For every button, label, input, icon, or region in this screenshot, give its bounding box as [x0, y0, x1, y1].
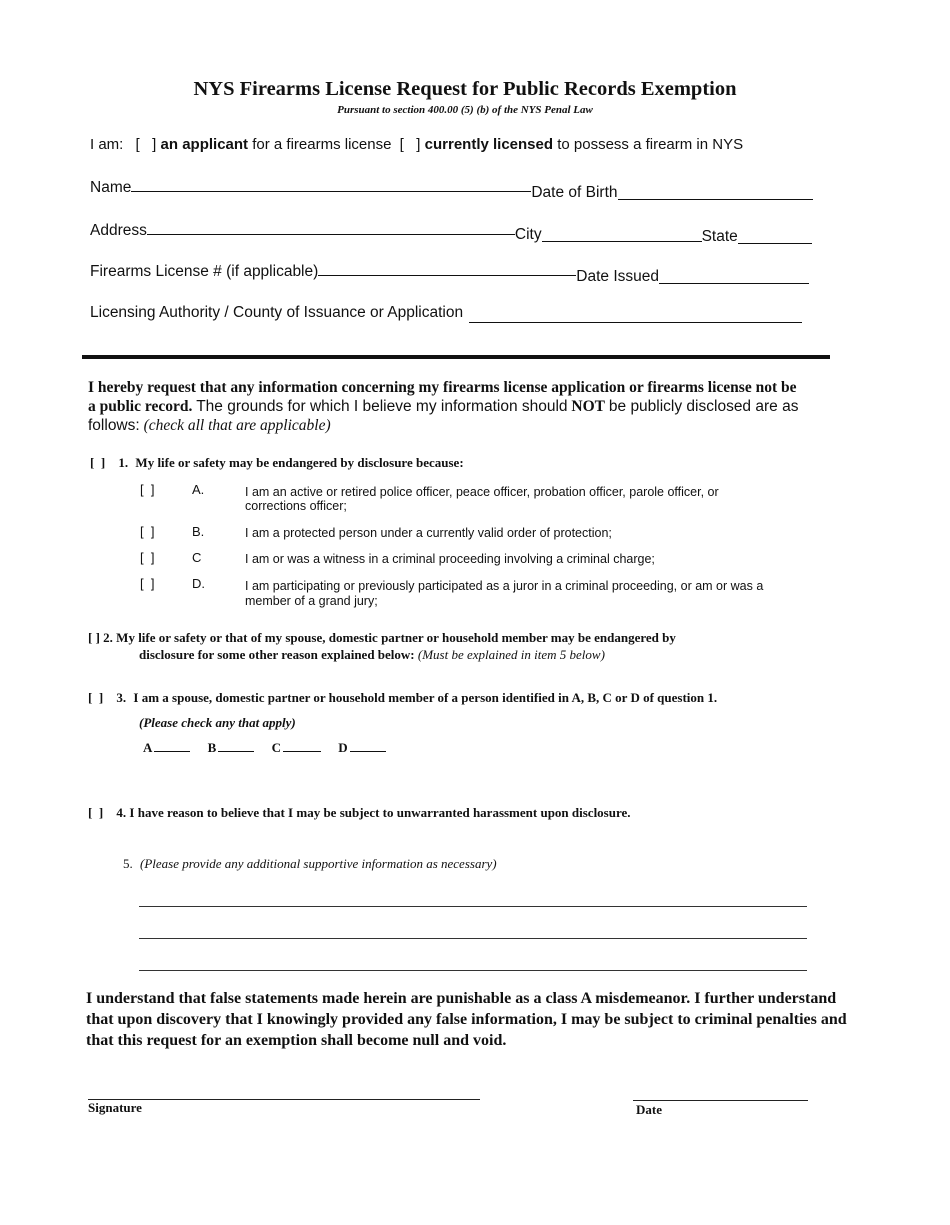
- name-label: Name: [90, 179, 132, 196]
- question-4: [88, 805, 631, 821]
- q1a-text-2: corrections officer;: [245, 499, 347, 513]
- q4-checkbox[interactable]: [ ]: [88, 805, 104, 820]
- name-field[interactable]: [131, 177, 531, 192]
- q2-text: 2. My life or safety or that of my spouse, domestic partner or household member may be endangered by: [103, 630, 676, 645]
- question-3: [88, 690, 717, 706]
- date-signed-field[interactable]: [633, 1100, 808, 1101]
- q1-item-a: [140, 482, 154, 497]
- license-number-label: Firearms License # (if applicable): [90, 263, 319, 280]
- q3-option-b-label: B: [207, 740, 217, 755]
- question-1: [90, 455, 464, 471]
- authority-row: [90, 302, 802, 322]
- request-bold: I hereby request that any information concerning my firearms license application or firearms license not be a public record.: [88, 379, 797, 415]
- q1b-checkbox[interactable]: [ ]: [140, 524, 155, 539]
- dob-label: Date of Birth: [531, 184, 618, 201]
- q3-option-a-field[interactable]: [154, 741, 190, 752]
- form-subtitle: Pursuant to section 400.00 (5) (b) of the NYS Penal Law: [337, 104, 593, 116]
- q5-line-1[interactable]: [139, 906, 807, 907]
- q3-option-a-label: A: [143, 740, 153, 755]
- address-label: Address: [90, 222, 147, 239]
- q1-text: My life or safety may be endangered by disclosure because:: [135, 455, 464, 470]
- question-2-cont: [139, 647, 605, 663]
- q3-italic: (Please check any that apply): [139, 715, 296, 730]
- q3-option-c-label: C: [271, 740, 281, 755]
- question-2: [88, 630, 676, 646]
- date-signed-label: Date: [636, 1102, 662, 1117]
- q1b-text: I am a protected person under a currently valid order of protection;: [245, 526, 612, 540]
- q3-option-b-field[interactable]: [218, 741, 254, 752]
- address-row: [90, 220, 812, 245]
- q1-label: 1.: [118, 455, 129, 470]
- request-normal-1: The grounds for which I believe my information should: [196, 398, 568, 415]
- q2-italic: (Must be explained in item 5 below): [417, 647, 605, 662]
- question-5: [123, 856, 497, 872]
- authority-field[interactable]: [469, 308, 802, 323]
- q1-checkbox[interactable]: [ ]: [90, 455, 106, 470]
- q1c-checkbox[interactable]: [ ]: [140, 550, 155, 565]
- applicant-checkbox[interactable]: [ ]: [135, 136, 157, 153]
- request-normal-2: be publicly disclosed are as follows:: [88, 398, 799, 434]
- q1a-letter: A.: [192, 482, 205, 497]
- name-dob-row: [90, 177, 813, 201]
- q3-text: I am a spouse, domestic partner or household member of a person identified in A, B, C or D of question 1.: [133, 690, 718, 705]
- authority-label: Licensing Authority / County of Issuance or Application: [90, 304, 464, 321]
- request-not: NOT: [571, 398, 606, 415]
- signature-field[interactable]: [88, 1099, 480, 1100]
- q3-label: 3.: [116, 690, 127, 705]
- form-title: NYS Firearms License Request for Public Records Exemption: [193, 78, 737, 100]
- q1d-checkbox[interactable]: [ ]: [140, 576, 155, 591]
- request-paragraph: [88, 378, 808, 435]
- q3-checkbox[interactable]: [ ]: [88, 690, 104, 705]
- date-issued-field[interactable]: [659, 269, 809, 284]
- city-field[interactable]: [542, 227, 702, 242]
- q1d-text: I am participating or previously participated as a juror in a criminal proceeding, or am or was a: [245, 579, 764, 593]
- license-number-field[interactable]: [318, 261, 576, 276]
- q5-line-3[interactable]: [139, 970, 807, 971]
- q3-options: [143, 740, 386, 756]
- section-divider: [82, 355, 830, 359]
- q1-item-d: [140, 576, 154, 591]
- address-field[interactable]: [147, 220, 515, 235]
- date-issued-label: Date Issued: [576, 268, 660, 285]
- q5-line-2[interactable]: [139, 938, 807, 939]
- q1d-letter: D.: [192, 576, 205, 591]
- request-italic: (check all that are applicable): [143, 417, 331, 434]
- q5-italic: (Please provide any additional supportive information as necessary): [140, 856, 497, 871]
- q1d-text-2: member of a grand jury;: [245, 594, 378, 608]
- city-label: City: [514, 226, 542, 243]
- status-row: [90, 136, 743, 153]
- q1a-checkbox[interactable]: [ ]: [140, 482, 155, 497]
- q2-text-2: disclosure for some other reason explained below:: [139, 647, 415, 662]
- licensed-label-rest: to possess a firearm in NYS: [557, 136, 744, 153]
- licensed-checkbox[interactable]: [ ]: [399, 136, 421, 153]
- q1c-letter: C: [192, 550, 202, 565]
- q3-option-c-field[interactable]: [283, 741, 321, 752]
- q1-item-b: [140, 524, 154, 539]
- q1b-letter: B.: [192, 524, 205, 539]
- warning-statement: I understand that false statements made herein are punishable as a class A misdemeanor. I further understand that upon discovery that I knowingly provided any false information, I may be subject to criminal penalties and that this request for an exemption shall become null and void.: [86, 990, 847, 1049]
- applicant-label-bold: an applicant: [160, 136, 249, 153]
- status-prefix: I am:: [90, 136, 124, 153]
- q3-option-d-field[interactable]: [350, 741, 386, 752]
- state-label: State: [701, 228, 738, 245]
- state-field[interactable]: [738, 229, 812, 244]
- q1c-text: I am or was a witness in a criminal proceeding involving a criminal charge;: [245, 552, 655, 566]
- q1a-text: I am an active or retired police officer, peace officer, probation officer, parole officer, or: [245, 485, 719, 499]
- signature-label: Signature: [88, 1100, 142, 1115]
- licensed-label-bold: currently licensed: [424, 136, 554, 153]
- q5-label: 5.: [123, 856, 133, 871]
- applicant-label-rest: for a firearms license: [252, 136, 392, 153]
- q2-checkbox[interactable]: [ ]: [88, 630, 100, 645]
- q1-item-c: [140, 550, 154, 565]
- dob-field[interactable]: [618, 185, 813, 200]
- q3-option-d-label: D: [338, 740, 348, 755]
- license-row: [90, 261, 809, 285]
- q4-text: 4. I have reason to believe that I may be subject to unwarranted harassment upon disclosure.: [116, 805, 631, 820]
